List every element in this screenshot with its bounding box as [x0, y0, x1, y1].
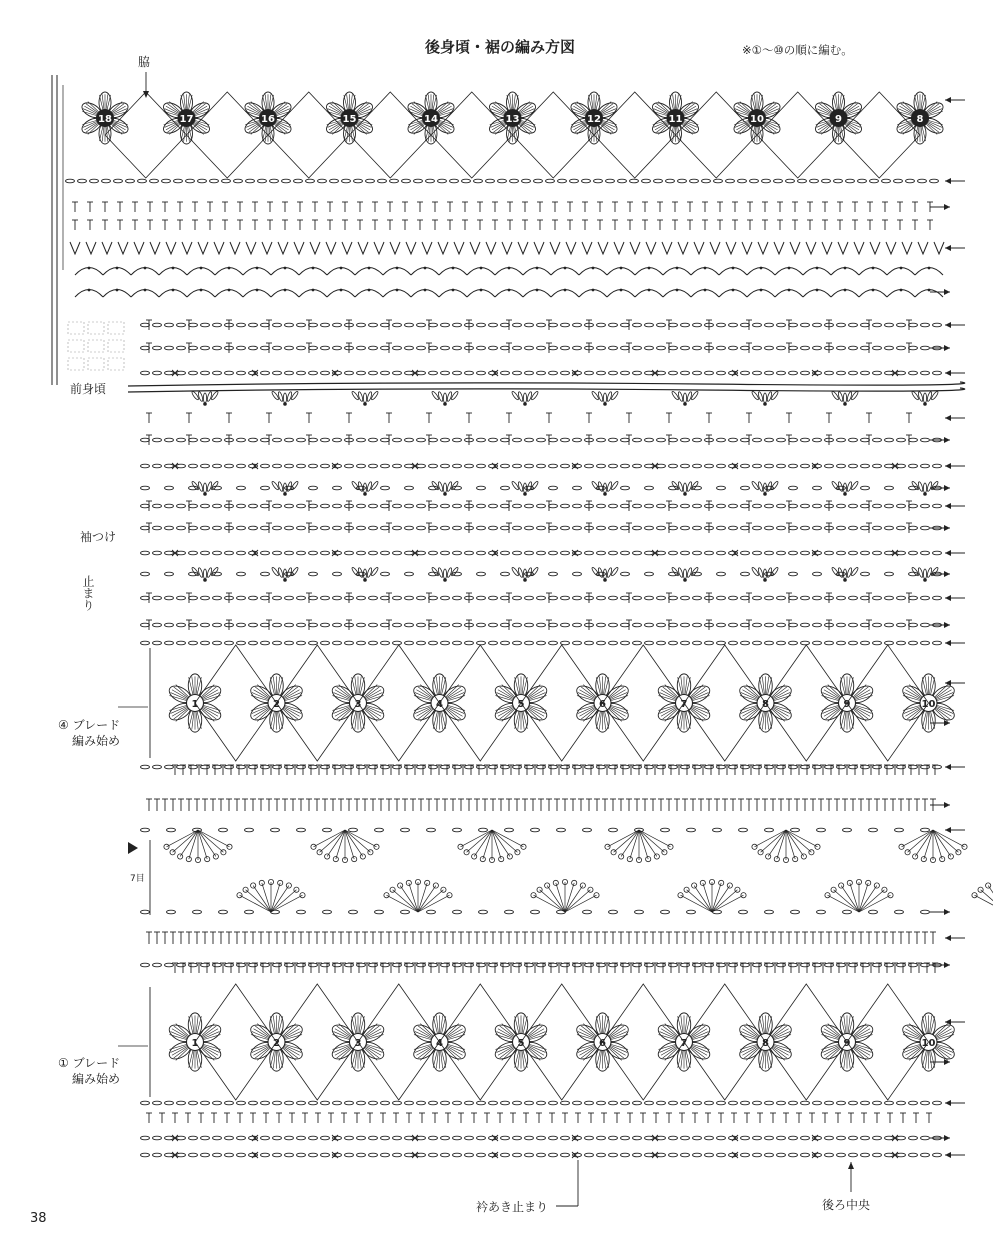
flower-number: 9: [843, 1037, 851, 1049]
top-rows: [66, 178, 966, 376]
braid4-start-label-2: 編み始め: [72, 734, 121, 748]
flower-number: 7: [680, 698, 688, 710]
flower-number: 16: [261, 113, 275, 125]
flower-number: 7: [680, 1037, 688, 1049]
page-number: 38: [30, 1211, 47, 1226]
lower-rows-2: [141, 932, 966, 973]
back-center-label: 後ろ中央: [822, 1198, 871, 1212]
flower-motif-top: [324, 92, 375, 144]
flower-number: 5: [517, 1037, 525, 1049]
order-note: ※①～⑩の順に編む。: [742, 43, 853, 57]
lower-rows: [141, 764, 966, 811]
flower-motif-top: [161, 92, 212, 144]
flower-motif-top: [568, 92, 619, 144]
flower-number: 9: [835, 113, 842, 125]
flower-number: 1: [191, 698, 199, 710]
front-body-label: 前身頃: [70, 382, 107, 396]
flower-number: 13: [505, 113, 520, 125]
sleeve-stop-label-2: 止まり: [81, 575, 95, 611]
braid4-start-label: ④ ブレード: [58, 718, 121, 732]
flower-number: 4: [436, 1037, 443, 1049]
flower-number: 10: [750, 113, 764, 125]
flower-motif-top: [405, 92, 456, 144]
flower-number: 12: [587, 113, 601, 125]
fan-section: [128, 827, 993, 915]
flower-number: 9: [843, 698, 851, 710]
flower-number: 5: [517, 698, 525, 710]
flower-number: 18: [98, 113, 112, 125]
flower-number: 1: [191, 1037, 199, 1049]
middle-rows: [141, 391, 966, 646]
flower-motif-top: [79, 92, 130, 144]
flower-motif-top: [731, 92, 782, 144]
flower-motif-top: [813, 92, 864, 144]
flower-number: 8: [916, 113, 924, 125]
flower-number: 8: [762, 1037, 769, 1049]
top-flower-braid: [79, 92, 965, 178]
break-lines: [128, 382, 965, 392]
flower-number: 6: [599, 698, 606, 710]
flower-number: 17: [179, 113, 194, 125]
side-label: 脇: [138, 55, 151, 69]
neck-stop-label: 衿あき止まり: [476, 1200, 549, 1214]
flower-number: 10: [921, 1037, 936, 1049]
flower-number: 8: [762, 698, 769, 710]
flower-motif-top: [894, 92, 945, 144]
flower-number: 11: [668, 113, 683, 125]
flower-number: 15: [342, 113, 357, 125]
flower-motif-top: [487, 92, 538, 144]
flower-number: 2: [273, 1037, 280, 1049]
flower-number: 6: [599, 1037, 606, 1049]
flower-number: 10: [921, 698, 936, 710]
flower-number: 14: [424, 113, 438, 125]
page-title: 後身頃・裾の編み方図: [424, 38, 575, 56]
braid-1: [118, 984, 965, 1100]
braid1-start-label: ① ブレード: [58, 1056, 121, 1070]
flower-motif-top: [650, 92, 701, 144]
bottom-rows: [141, 1100, 966, 1206]
braid1-start-label-2: 編み始め: [72, 1072, 121, 1086]
flower-number: 4: [436, 698, 443, 710]
flower-motif-top: [242, 92, 293, 144]
braid-4: [118, 645, 965, 761]
rows-count-label: 7目: [130, 874, 145, 884]
flower-number: 3: [354, 698, 362, 710]
flower-number: 2: [273, 698, 280, 710]
flower-number: 3: [354, 1037, 362, 1049]
sleeve-stop-label: 袖つけ: [80, 530, 117, 544]
